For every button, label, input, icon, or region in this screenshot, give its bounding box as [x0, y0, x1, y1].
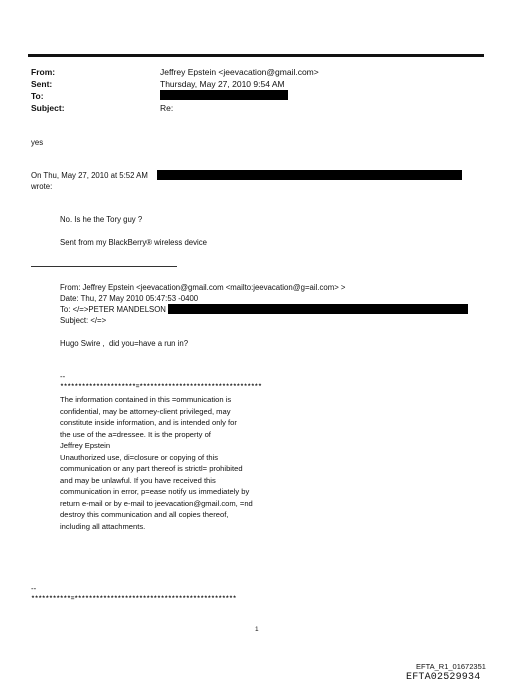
from-label: From: [31, 67, 56, 77]
sent-label: Sent: [31, 79, 53, 89]
disclaimer-line: constitute inside information, and is intended only for [60, 418, 237, 427]
fwd-date: Date: Thu, 27 May 2010 05:47:53 -0400 [60, 294, 199, 303]
disclaimer-line: communication or any part thereof is strictl= prohibited [60, 464, 243, 473]
fwd-subject: Subject: </=> [60, 316, 107, 325]
fwd-message: Hugo Swire , did you=have a run in? [60, 339, 189, 348]
to-redaction [160, 90, 288, 100]
disclaimer-block [60, 394, 253, 532]
fwd-to: To: </=>PETER MANDELSON [60, 305, 166, 314]
quote-intro-wrote: wrote: [31, 182, 53, 191]
quoted-line: No. Is he the Tory guy ? [60, 215, 143, 224]
sender-redaction [157, 170, 462, 180]
from-value: Jeffrey Epstein <jeevacation@gmail.com> [160, 67, 319, 77]
disclaimer-line: the use of the a=dressee. It is the property of [60, 429, 211, 439]
disclaimer-line: destroy this communication and all copies thereof, [60, 510, 229, 519]
recipient-redaction [168, 304, 468, 314]
reply-text: yes [31, 138, 44, 147]
disclaimer-line: return e-mail or by e-mail to jeevacation@gmail.com, =nd [60, 498, 253, 508]
separator-line [31, 266, 177, 267]
disclaimer-line: Jeffrey Epstein [60, 441, 111, 450]
fwd-from: From: Jeffrey Epstein <jeevacation@gmail.com <mailto:jeevacation@g=ail.com> > [60, 283, 346, 292]
sent-from-signature: Sent from my BlackBerry® wireless device [60, 238, 207, 247]
page-number: 1 [255, 626, 259, 633]
fwd-dashes: -- [60, 372, 66, 381]
disclaimer-line: and may be unlawful. If you have received this [60, 475, 216, 485]
footer-stars: ***********=********************************************* [31, 595, 237, 602]
disclaimer-line: confidential, may be attorney-client privileged, may [60, 406, 231, 416]
disclaimer-line: The information contained in this =ommunication is [60, 395, 232, 404]
sent-value: Thursday, May 27, 2010 9:54 AM [160, 79, 285, 89]
quote-intro: On Thu, May 27, 2010 at 5:52 AM [31, 171, 148, 180]
efta-id-small: EFTA_R1_01672351 [416, 662, 486, 671]
subject-label: Subject: [31, 103, 65, 113]
disclaimer-line: communication in error, p=ease notify us immediately by [60, 487, 250, 496]
to-label: To: [31, 91, 44, 101]
fwd-stars: *********************=********************************** [60, 383, 262, 390]
disclaimer-line: Unauthorized use, di=closure or copying of this [60, 452, 219, 462]
efta-id-large: EFTA02529934 [406, 672, 481, 683]
disclaimer-line: including all attachments. [60, 521, 146, 531]
footer-dashes: -- [31, 584, 37, 593]
subject-value: Re: [160, 103, 174, 113]
top-rule [28, 54, 484, 57]
